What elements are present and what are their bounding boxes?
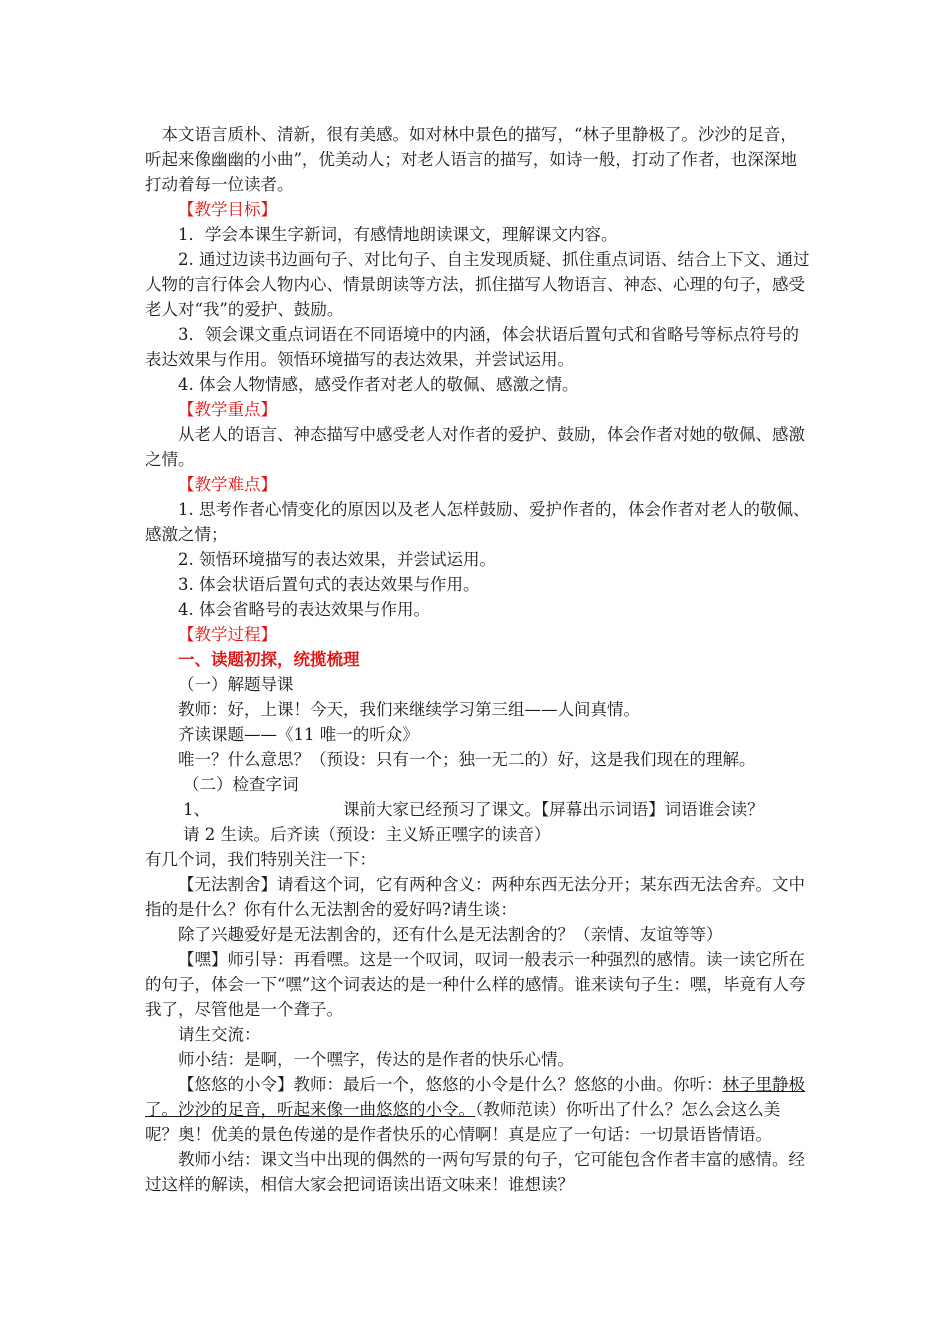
text-span: 【悠悠的小令】教师：最后一个，悠悠的小令是什么？悠悠的小曲。你听： [178,1075,723,1094]
subsection-title: （一）解题导课 [178,675,294,694]
paragraph: 除了兴趣爱好是无法割舍的，还有什么是无法割舍的？（亲情、友谊等等） [178,925,723,944]
difficulty-heading: 【教学难点】 [178,475,277,494]
goal-item: 4. 体会人物情感，感受作者对老人的敬佩、感激之情。 [178,375,579,394]
paragraph: 师小结：是啊，一个嘿字，传达的是作者的快乐心情。 [178,1050,574,1069]
goal-item: 3．领会课文重点词语在不同语境中的内涵，体会状语后置句式和省略号等标点符号的表达效果与作用。领悟环境描写的表达效果，并尝试运用。 [145,325,799,369]
goal-item: 1．学会本课生字新词，有感情地朗读课文，理解课文内容。 [178,225,618,244]
paragraph: 【嘿】师引导：再看嘿。这是一个叹词，叹词一般表示一种强烈的感情。读一读它所在的句子，体会一下“嘿”这个词表达的是一种什么样的感情。谁来读句子生：嘿，毕竟有人夸我了，尽管他是一个聋子。 [145,950,806,1019]
paragraph: 教师小结：课文当中出现的偶然的一两句写景的句子，它可能包含作者丰富的感情。经过这样的解读，相信大家会把词语读出语文味来！谁想读？ [145,1150,805,1194]
paragraph: 请 2 生读。后齐读（预设：主义矫正嘿字的读音） [183,825,551,844]
key-text: 从老人的语言、神态描写中感受老人对作者的爱护、鼓励，体会作者对她的敬佩、感激之情。 [145,425,805,469]
intro-paragraph: 本文语言质朴、清新，很有美感。如对林中景色的描写，“林子里静极了。沙沙的足音，听起来像幽幽的小曲”，优美动人；对老人语言的描写，如诗一般，打动了作者，也深深地打动着每一位读者。 [145,125,797,194]
section-title: 一、读题初探，统揽梳理 [178,650,360,669]
goal-item: 2. 通过边读书边画句子、对比句子、自主发现质疑、抓住重点词语、结合上下文、通过人物的言行体会人物内心、情景朗读等方法，抓住描写人物语言、神态、心理的句子，感受老人对“我”的爱护、鼓励。 [145,250,810,319]
line-text: 课前大家已经预习了课文。【屏幕出示词语】词语谁会读？ [343,800,764,819]
subsection-title: （二）检查字词 [183,775,299,794]
paragraph: 请生交流： [178,1025,261,1044]
process-heading: 【教学过程】 [178,625,277,644]
text-span: （教师范读）你听出了什么？怎么会这么美呢？奥！优美的景色传递的是作者快乐的心情啊！真是应了一句话：一切景语皆情语。 [145,1100,781,1144]
line-number: 1、 [183,800,210,819]
paragraph: 【无法割舍】请看这个词，它有两种含义：两种东西无法分开；某东西无法舍弃。文中指的是什么？你有什么无法割舍的爱好吗?请生谈： [145,875,805,919]
difficulty-item: 1. 思考作者心情变化的原因以及老人怎样鼓励、爱护作者的，体会作者对老人的敬佩、感激之情； [145,500,810,544]
paragraph [145,1072,810,1147]
goals-heading: 【教学目标】 [178,200,277,219]
paragraph: 教师：好，上课！今天，我们来继续学习第三组——人间真情。 [178,700,640,719]
difficulty-item: 4. 体会省略号的表达效果与作用。 [178,600,430,619]
key-heading: 【教学重点】 [178,400,277,419]
difficulty-item: 2. 领悟环境描写的表达效果，并尝试运用。 [178,550,496,569]
paragraph: 有几个词，我们特别关注一下： [145,850,376,869]
difficulty-item: 3. 体会状语后置句式的表达效果与作用。 [178,575,480,594]
underlined-quote: 林子里静极了。沙沙的足音，听起来像一曲悠悠的小令。 [145,1075,805,1119]
document-page [145,122,810,1197]
numbered-line [145,797,810,822]
paragraph: 齐读课题——《11 唯一的听众》 [178,725,419,744]
paragraph: 唯一？什么意思？（预设：只有一个；独一无二的）好，这是我们现在的理解。 [178,750,756,769]
